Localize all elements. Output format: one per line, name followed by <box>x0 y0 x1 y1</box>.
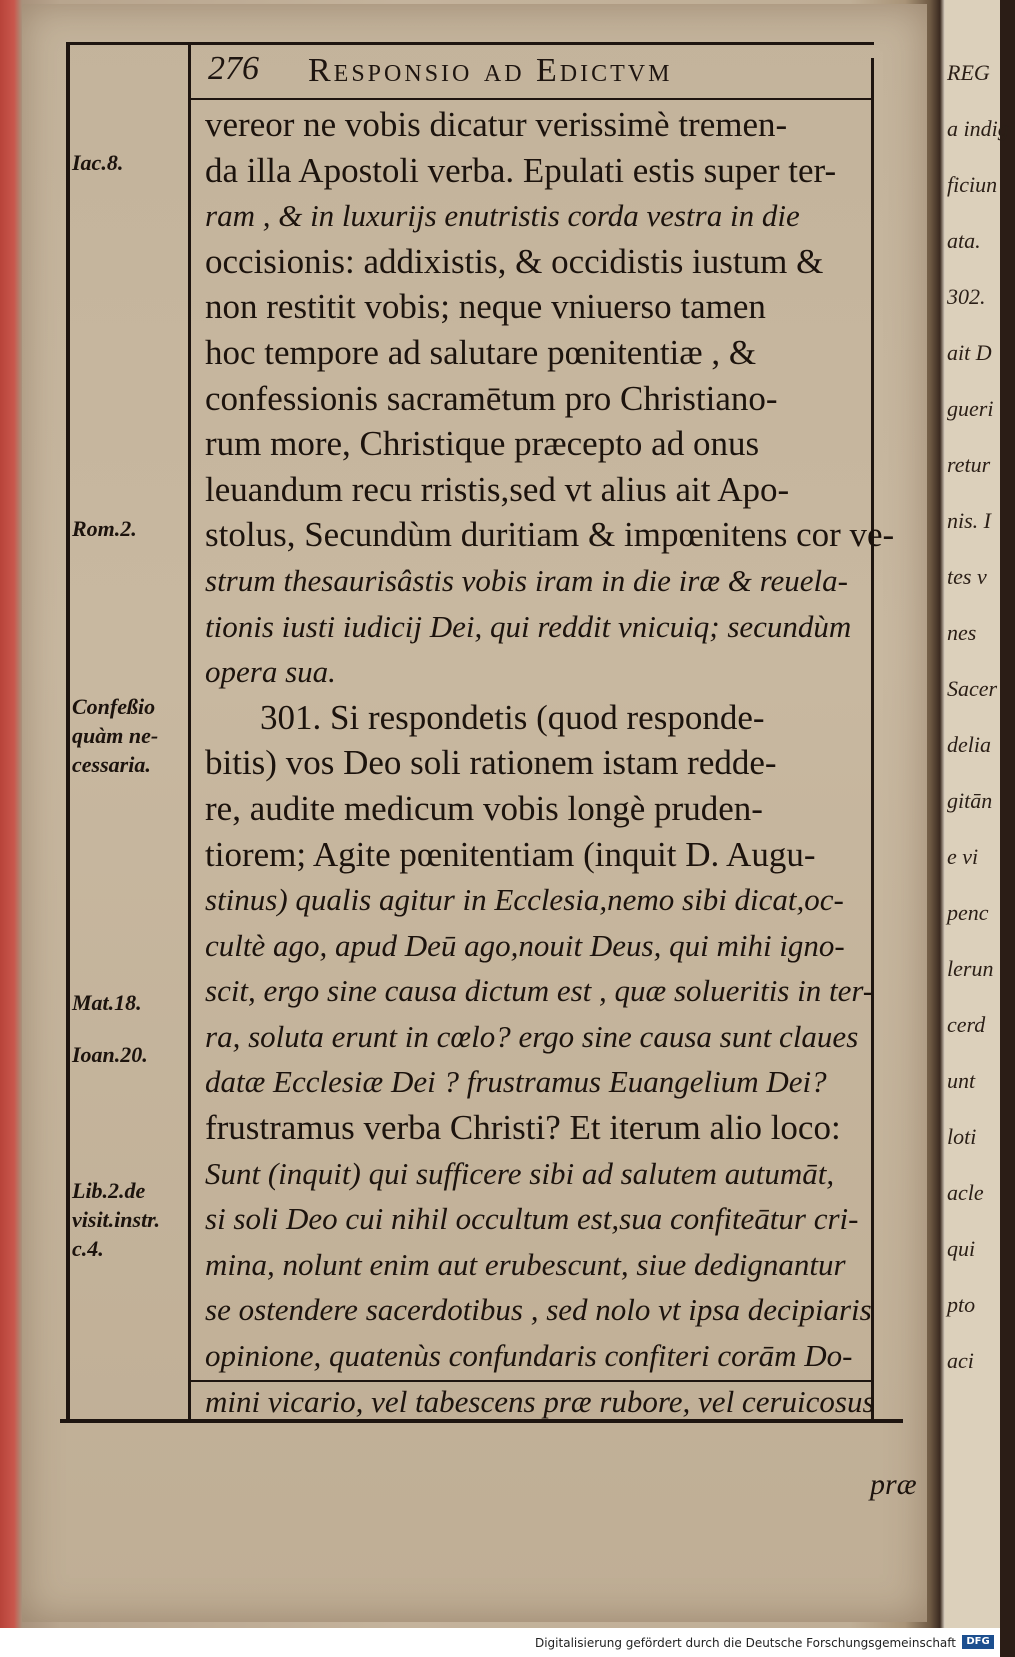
facing-page-fragment: delia <box>947 732 991 757</box>
text-line: Sunt (inquit) qui sufficere sibi ad salutem autumāt, <box>205 1155 835 1191</box>
facing-page-fragment: 302. <box>947 284 986 309</box>
margin-note-line: quàm ne- <box>72 723 159 748</box>
dfg-logo: DFG <box>962 1635 994 1649</box>
margin-note-line: visit.instr. <box>72 1207 161 1232</box>
text-line: frustramus verba Christi? Et iterum alio loco: <box>205 1108 841 1148</box>
facing-page-fragment: ata. <box>947 228 981 253</box>
footer-bar <box>0 1628 1000 1657</box>
facing-page-fragment: loti <box>947 1124 977 1149</box>
margin-note-rom <box>72 514 202 543</box>
text-line: non restitit vobis; neque vniuerso tamen <box>205 287 766 327</box>
margin-note-mat <box>72 988 202 1017</box>
facing-page-fragment: REG <box>947 60 990 85</box>
facing-page-fragment: aci <box>947 1348 974 1373</box>
text-line: 301. Si respondetis (quod responde- <box>260 697 765 737</box>
outer-left-rule <box>66 42 70 1420</box>
text-line: ram , & in luxurijs enutristis corda vestra in die <box>205 198 800 234</box>
facing-page-fragment: ait D <box>947 340 992 365</box>
text-line: bitis) vos Deo soli rationem istam redde- <box>205 743 777 783</box>
text-line: rum more, Christique præcepto ad onus <box>205 424 760 464</box>
facing-page-fragment: lerun <box>947 956 994 981</box>
body-text <box>205 102 917 1424</box>
facing-page-fragment: nis. I <box>947 508 991 533</box>
running-header <box>208 50 908 98</box>
margin-note-line: Confeßio <box>72 694 156 719</box>
facing-page-fragment: acle <box>947 1180 984 1205</box>
text-line: datæ Ecclesiæ Dei ? frustramus Euangelium Dei? <box>205 1064 827 1100</box>
margin-note-line: c.4. <box>72 1236 104 1261</box>
text-line: ra, soluta erunt in cœlo? ergo sine causa sunt claues <box>205 1018 859 1054</box>
text-line: re, audite medicum vobis longè pruden- <box>205 788 763 828</box>
facing-page-fragment: Sacer <box>947 676 998 701</box>
text-line: mina, nolunt enim aut erubescunt, siue dedignantur <box>205 1246 846 1282</box>
facing-page-fragment: nes <box>947 620 977 645</box>
running-title: Responsio ad Edictvm <box>308 52 673 89</box>
margin-note-confessio <box>72 692 202 779</box>
text-line: scit, ergo sine causa dictum est , quæ solueritis in ter- <box>205 973 874 1009</box>
text-line: confessionis sacramētum pro Christiano- <box>205 378 778 418</box>
text-line: stolus, Secundùm duritiam & impœnitens cor ve- <box>205 515 895 555</box>
facing-page-fragment: cerd <box>947 1012 986 1037</box>
text-line: occisionis: addixistis, & occidistis iustum & <box>205 241 824 281</box>
margin-note-line: cessaria. <box>72 752 151 777</box>
facing-page-fragment: penc <box>947 900 989 925</box>
margin-note-ioan <box>72 1040 202 1069</box>
facing-page-fragment: ficiun <box>947 172 998 197</box>
facing-page-fragment: e vi <box>947 844 979 869</box>
facing-page-fragment: gitān <box>947 788 993 813</box>
margin-note-line: Ioan.20. <box>72 1042 148 1067</box>
margin-note-lib <box>72 1176 202 1263</box>
margin-note-line: Rom.2. <box>72 516 137 541</box>
facing-page-fragment: gueri <box>947 396 994 421</box>
text-line: leuandum recu rristis,sed vt alius ait Apo- <box>205 469 790 509</box>
text-line: hoc tempore ad salutare pœnitentiæ , & <box>205 332 757 372</box>
text-line: stinus) qualis agitur in Ecclesia,nemo sibi dicat,oc- <box>205 882 844 918</box>
text-line: tiorem; Agite pœnitentiam (inquit D. Augu- <box>205 834 816 874</box>
top-frame-rule <box>66 42 874 45</box>
text-line: si soli Deo cui nihil occultum est,sua confiteātur cri- <box>205 1201 859 1237</box>
facing-page-fragment: unt <box>947 1068 976 1093</box>
text-line: vereor ne vobis dicatur verissimè tremen- <box>205 105 788 144</box>
text-line: strum thesaurisâstis vobis iram in die iræ & reuela- <box>205 562 848 598</box>
text-line: tionis iusti iudicij Dei, qui reddit vnicuiq; secundùm <box>205 608 852 644</box>
text-line: mini vicario, vel tabescens præ rubore, vel ceruicosus <box>205 1383 875 1419</box>
catchword: præ <box>870 1468 917 1501</box>
page-number: 276 <box>208 50 259 87</box>
facing-page-fragment: pto <box>947 1292 976 1317</box>
text-line: opinione, quatenùs confundaris confiteri corām Do- <box>205 1338 853 1374</box>
text-line: cultè ago, apud Deū ago,nouit Deus, qui mihi igno- <box>205 927 845 963</box>
facing-page-fragment: retur <box>947 452 991 477</box>
margin-note-jac <box>72 148 202 177</box>
text-line: da illa Apostoli verba. Epulati estis super ter- <box>205 150 837 190</box>
text-line: se ostendere sacerdotibus , sed nolo vt ipsa decipiaris <box>205 1292 872 1328</box>
facing-page-fragment: tes v <box>947 564 987 589</box>
header-underline <box>191 98 871 100</box>
margin-note-line: Lib.2.de <box>72 1178 146 1203</box>
facing-page-fragment: a indigi <box>947 116 1015 141</box>
margin-note-line: Mat.18. <box>72 990 142 1015</box>
facing-page <box>945 0 1015 1628</box>
margin-note-line: Iac.8. <box>72 150 124 175</box>
facing-page-fragment: qui <box>947 1236 976 1261</box>
funding-credit: Digitalisierung gefördert durch die Deutsche Forschungsgemeinschaft <box>534 1636 956 1650</box>
text-line: opera sua. <box>205 654 336 690</box>
